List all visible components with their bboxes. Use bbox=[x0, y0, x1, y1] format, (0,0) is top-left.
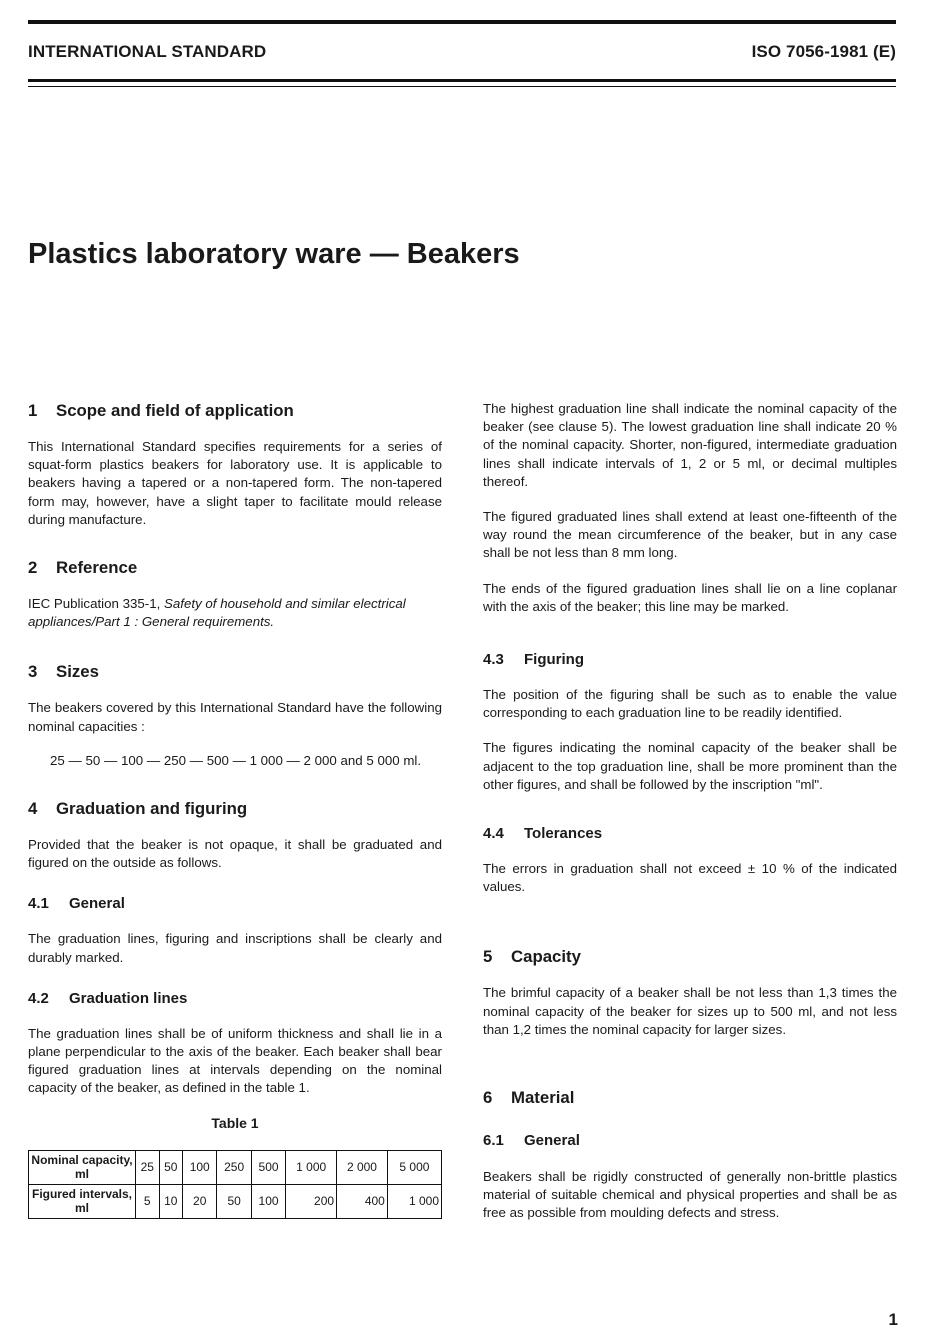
section-number: 5 bbox=[483, 947, 493, 967]
section-4-2-heading bbox=[28, 989, 442, 1009]
section-title: Material bbox=[511, 1088, 575, 1108]
section-4-3-heading bbox=[483, 650, 897, 670]
right-column bbox=[483, 400, 897, 1223]
section-title: Sizes bbox=[56, 662, 99, 682]
section-4-4-paragraph: The errors in graduation shall not exceed ± 10 % of the indicated values. bbox=[483, 861, 897, 895]
table-1-caption: Table 1 bbox=[211, 1114, 259, 1131]
section-4-4-heading bbox=[483, 824, 897, 844]
section-number: 4.2 bbox=[28, 989, 49, 1007]
section-number: 4.1 bbox=[28, 895, 49, 913]
section-number: 3 bbox=[28, 662, 38, 682]
section-4-1-paragraph: The graduation lines, figuring and inscriptions shall be clearly and durably marked. bbox=[28, 931, 442, 965]
section-4-3-paragraph-2: The figures indicating the nominal capacity of the beaker shall be adjacent to the top graduation line, shall be more prominent than the other figures, and shall be followed by the inscription "ml". bbox=[483, 740, 897, 792]
section-4-2-paragraph-2: The highest graduation line shall indicate the nominal capacity of the beaker (see clause 5). The lowest graduation line shall indicate 20 % of the nominal capacity. Shorter, non-figured, intermediate graduation lines shall indicate intervals of 1, 2 or 5 ml, or decimal multiples thereof. bbox=[483, 401, 897, 489]
table-cell: 100 bbox=[183, 1150, 217, 1184]
section-number: 4.4 bbox=[483, 825, 504, 843]
header-document-number: ISO 7056-1981 (E) bbox=[751, 42, 896, 61]
section-4-2-paragraph-3: The figured graduated lines shall extend at least one-fifteenth of the way round the mean circumference of the beaker, but in any case shall be not less than 8 mm long. bbox=[483, 509, 897, 561]
section-4-1-heading bbox=[28, 894, 442, 914]
section-number: 2 bbox=[28, 558, 38, 578]
section-number: 4.3 bbox=[483, 651, 504, 669]
table-cell: 2 000 bbox=[337, 1150, 388, 1184]
header-top-rule bbox=[28, 20, 896, 24]
table-cell: 50 bbox=[217, 1184, 251, 1218]
document-title: Plastics laboratory ware — Beakers bbox=[28, 238, 520, 270]
section-2-heading bbox=[28, 557, 442, 579]
section-title: Reference bbox=[56, 558, 138, 578]
table-cell: 500 bbox=[251, 1150, 285, 1184]
section-4-heading bbox=[28, 798, 442, 820]
section-number: 6.1 bbox=[483, 1132, 504, 1150]
table-cell: 50 bbox=[159, 1150, 183, 1184]
table-cell: 100 bbox=[251, 1184, 285, 1218]
section-4-paragraph: Provided that the beaker is not opaque, it shall be graduated and figured on the outside as follows. bbox=[28, 837, 442, 871]
table-cell: 10 bbox=[159, 1184, 183, 1218]
table-row bbox=[29, 1150, 442, 1184]
left-column bbox=[28, 400, 442, 1219]
section-number: 6 bbox=[483, 1088, 493, 1108]
section-title: Tolerances bbox=[524, 825, 603, 843]
table-cell: 1 000 bbox=[286, 1150, 337, 1184]
table-cell: 5 000 bbox=[387, 1150, 441, 1184]
section-number: 4 bbox=[28, 799, 38, 819]
table-cell: 1 000 bbox=[387, 1184, 441, 1218]
section-title: Capacity bbox=[511, 947, 581, 967]
table-cell: 200 bbox=[286, 1184, 337, 1218]
section-5-heading bbox=[483, 946, 897, 968]
section-title: Scope and field of application bbox=[56, 401, 294, 420]
section-title: Figuring bbox=[524, 651, 584, 669]
header-bottom-rule bbox=[28, 79, 896, 82]
table-cell: 400 bbox=[337, 1184, 388, 1218]
section-title: Graduation and figuring bbox=[56, 799, 248, 819]
section-6-1-heading bbox=[483, 1131, 897, 1151]
page-number: 1 bbox=[888, 1310, 898, 1329]
row-label-figured-intervals: Figured intervals, ml bbox=[29, 1184, 136, 1218]
section-number: 1 bbox=[28, 401, 38, 420]
section-4-2-paragraph-4: The ends of the figured graduation lines shall lie on a line coplanar with the axis of the beaker; this line may be marked. bbox=[483, 580, 897, 614]
table-1 bbox=[28, 1150, 442, 1219]
section-1-paragraph: This International Standard specifies requirements for a series of squat-form plastics beakers for laboratory use. It is applicable to beakers having a tapered or a non-tapered form. The non-tapered form may, however, have a slight taper to facilitate mould release during manufacture. bbox=[28, 439, 442, 527]
reference-publication: IEC Publication 335-1, bbox=[28, 596, 165, 612]
section-4-2-paragraph: The graduation lines shall be of uniform thickness and shall lie in a plane perpendicular to the axis of the beaker. Each beaker shall bear figured graduation lines at intervals depending on the nominal capacity of the beaker, as defined in the table 1. bbox=[28, 1025, 442, 1096]
section-4-3-paragraph: The position of the figuring shall be such as to enable the value corresponding to each graduation line to be readily identified. bbox=[483, 687, 897, 721]
section-title: General bbox=[524, 1132, 580, 1150]
table-cell: 20 bbox=[183, 1184, 217, 1218]
table-cell: 250 bbox=[217, 1150, 251, 1184]
header-bottom-thin-rule bbox=[28, 86, 896, 87]
section-title: Graduation lines bbox=[69, 989, 188, 1007]
section-5-paragraph: The brimful capacity of a beaker shall be not less than 1,3 times the nominal capacity of the beaker for sizes up to 500 ml, and not less than 1,2 times the nominal capacity for larger sizes. bbox=[483, 985, 897, 1037]
table-row bbox=[29, 1184, 442, 1218]
reference-title: Safety of household and similar electrical appliances/Part 1 : General requirements. bbox=[28, 596, 406, 630]
section-2-paragraph bbox=[28, 595, 442, 631]
section-1-heading bbox=[28, 400, 442, 422]
section-title: General bbox=[69, 895, 125, 913]
section-6-1-paragraph: Beakers shall be rigidly constructed of generally non-brittle plastics material of suitable chemical and physical properties and shall be as free as possible from moulding defects and stress. bbox=[483, 1169, 897, 1221]
row-label-nominal-capacity: Nominal capacity, ml bbox=[29, 1150, 136, 1184]
section-6-heading bbox=[483, 1087, 897, 1109]
table-cell: 5 bbox=[136, 1184, 160, 1218]
header-standard-label: INTERNATIONAL STANDARD bbox=[28, 42, 267, 61]
section-3-paragraph: The beakers covered by this International Standard have the following nominal capacities : bbox=[28, 700, 442, 734]
capacities-list: 25 — 50 — 100 — 250 — 500 — 1 000 — 2 000 and 5 000 ml. bbox=[50, 752, 422, 768]
section-3-heading bbox=[28, 661, 442, 683]
table-cell: 25 bbox=[136, 1150, 160, 1184]
